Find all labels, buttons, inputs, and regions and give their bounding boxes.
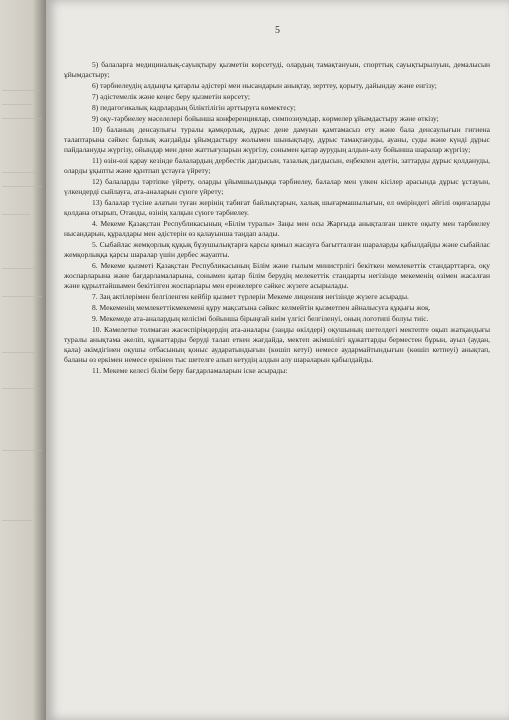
paragraph: 9. Мекемеде ата-аналардың келісімі бойынша бірыңғай киім үлгісі белгіленуі, оның логотипі болуы тиіс. — [92, 314, 429, 323]
paragraph: 8) педагогикалық кадрлардың біліктілігін арттыруға көмектесу; — [92, 103, 296, 112]
paragraph: 9) оқу-тәрбиелеу мәселелері бойынша конференциялар, симпозиумдар, көрмелер ұйымдастыру және өткізу; — [92, 114, 439, 123]
paragraph: 11) өзін-өзі қарау кезінде балалардың дербестік дағдысын, тазалық дағдысын, еңбекпен әдетін, заттарды дұрыс қолдануды, оларды ұқыпты және құнтпап ұстауға үйрету; — [64, 156, 490, 175]
previous-page-edge — [0, 0, 46, 720]
paragraph: 4. Мекеме Қазақстан Республикасының «Білім туралы» Заңы мен осы Жарғыда анықталған шекте оқыту мен тәрбиелеу нысандарын, құралдары мен әдістерін өз қалауынша таңдап алады. — [64, 219, 490, 238]
paragraph: 5) балаларға медициналық-сауықтыру қызметін көрсетуді, олардың тамақтануын, спорттық сауықтырылуын, демалысын ұйымдастыру; — [64, 60, 490, 79]
paragraph: 10. Кәмелетке толмаған жасөспірімдердің ата-аналары (заңды өкілдері) оқушының шетелдегі мектепте оқып жатқандығы туралы анықтама әкеліп, құжаттарды беруді талап еткен жағдайда, мектеп әкімшілігі құжаттарды берместен бұрын, ауыл (аудан, қала) әкімдігінен оқушы отбасының қоныс аударатындығын (көшіп кетуі) немесе аудармайтындығын (көшіп кетпеуі) анықтап, баланы өз еркімен немесе еркінен тыс шетелге алып кетудің алдын алу шараларын қабылдайды. — [64, 325, 490, 364]
paragraph: 10) баланың денсаулығы туралы қамқорлық, дұрыс дене дамуын қамтамасыз ету және бала денсаулығын гигиена талаптарына сәйкес барлық жағдайды ұйымдастыру жолымен шынықтыру, дұрыс тамақтануды, ауаны, суды және күнді дұрыс пайдалануды жүргізу, ойындар мен дене жаттығуларын жүргізу, сонымен қатар аурудың алдын-алу бойынша шаралар жүргізу; — [64, 125, 490, 154]
paragraph: 8. Мекеменің мемлекеттікмекемені құру мақсатына сәйкес келмейтін қызметпен айналысуға құқығы жоқ. — [92, 303, 431, 312]
paragraph: 7. Заң актілерімен белгіленген кейбір қызмет түрлерін Мекеме лицензия негізінде жүзеге асырады. — [92, 292, 409, 301]
paragraph: 7) әдістемелік және кеңес беру қызметін көрсету; — [92, 92, 250, 101]
paragraph: 12) балаларды тәртіпке үйрету, оларды ұйымшылдыққа тәрбиелеу, балалар мен үлкен кісілер арасында дұрыс ұстауын, үлкендерді сыйлауға, ата-аналарын сүюге үйрету; — [64, 177, 490, 196]
paragraph: 6. Мекеме қызметі Қазақстан Республикасының Білім және ғылым министрлігі бекіткен мемлекеттік стандарттарға, оқу жоспарларына және бағдарламаларына, сонымен қатар білім берудің мелекеттік стандарты негізінде мекеменің өзімен жасалған және құрылтайшымен бекітілген жоспарлары мен ережелерге сәйкес жүзеге асырылады. — [64, 261, 490, 290]
paragraph: 6) тәрбиелеудің алдыңғы қатарлы әдістері мен нысандарын анықтау, зерттеу, қорыту, дайындау және енгізу; — [92, 81, 437, 90]
paragraph: 11. Мекеме келесі білім беру бағдарламаларын іске асырады: — [92, 366, 288, 375]
document-page — [46, 0, 509, 720]
body-text — [64, 60, 490, 377]
page-number: 5 — [275, 25, 280, 36]
paragraph: 13) балалар түсіне алатын туған жерінің табиғат байлықтарын, халық шығармашылығын, ел өміріндегі әйгілі оқиғаларды қолдана отырып, Отанды, өзінің халқын сүюге тәрбиелеу. — [64, 198, 490, 217]
paragraph: 5. Сыбайлас жемқорлық құқық бұзушылықтарға қарсы қимыл жасауға бағытталған шараларды қабылдайды және сыбайлас жемқорлыққа қарсы шаралар үшін дербес жауапты. — [64, 240, 490, 259]
